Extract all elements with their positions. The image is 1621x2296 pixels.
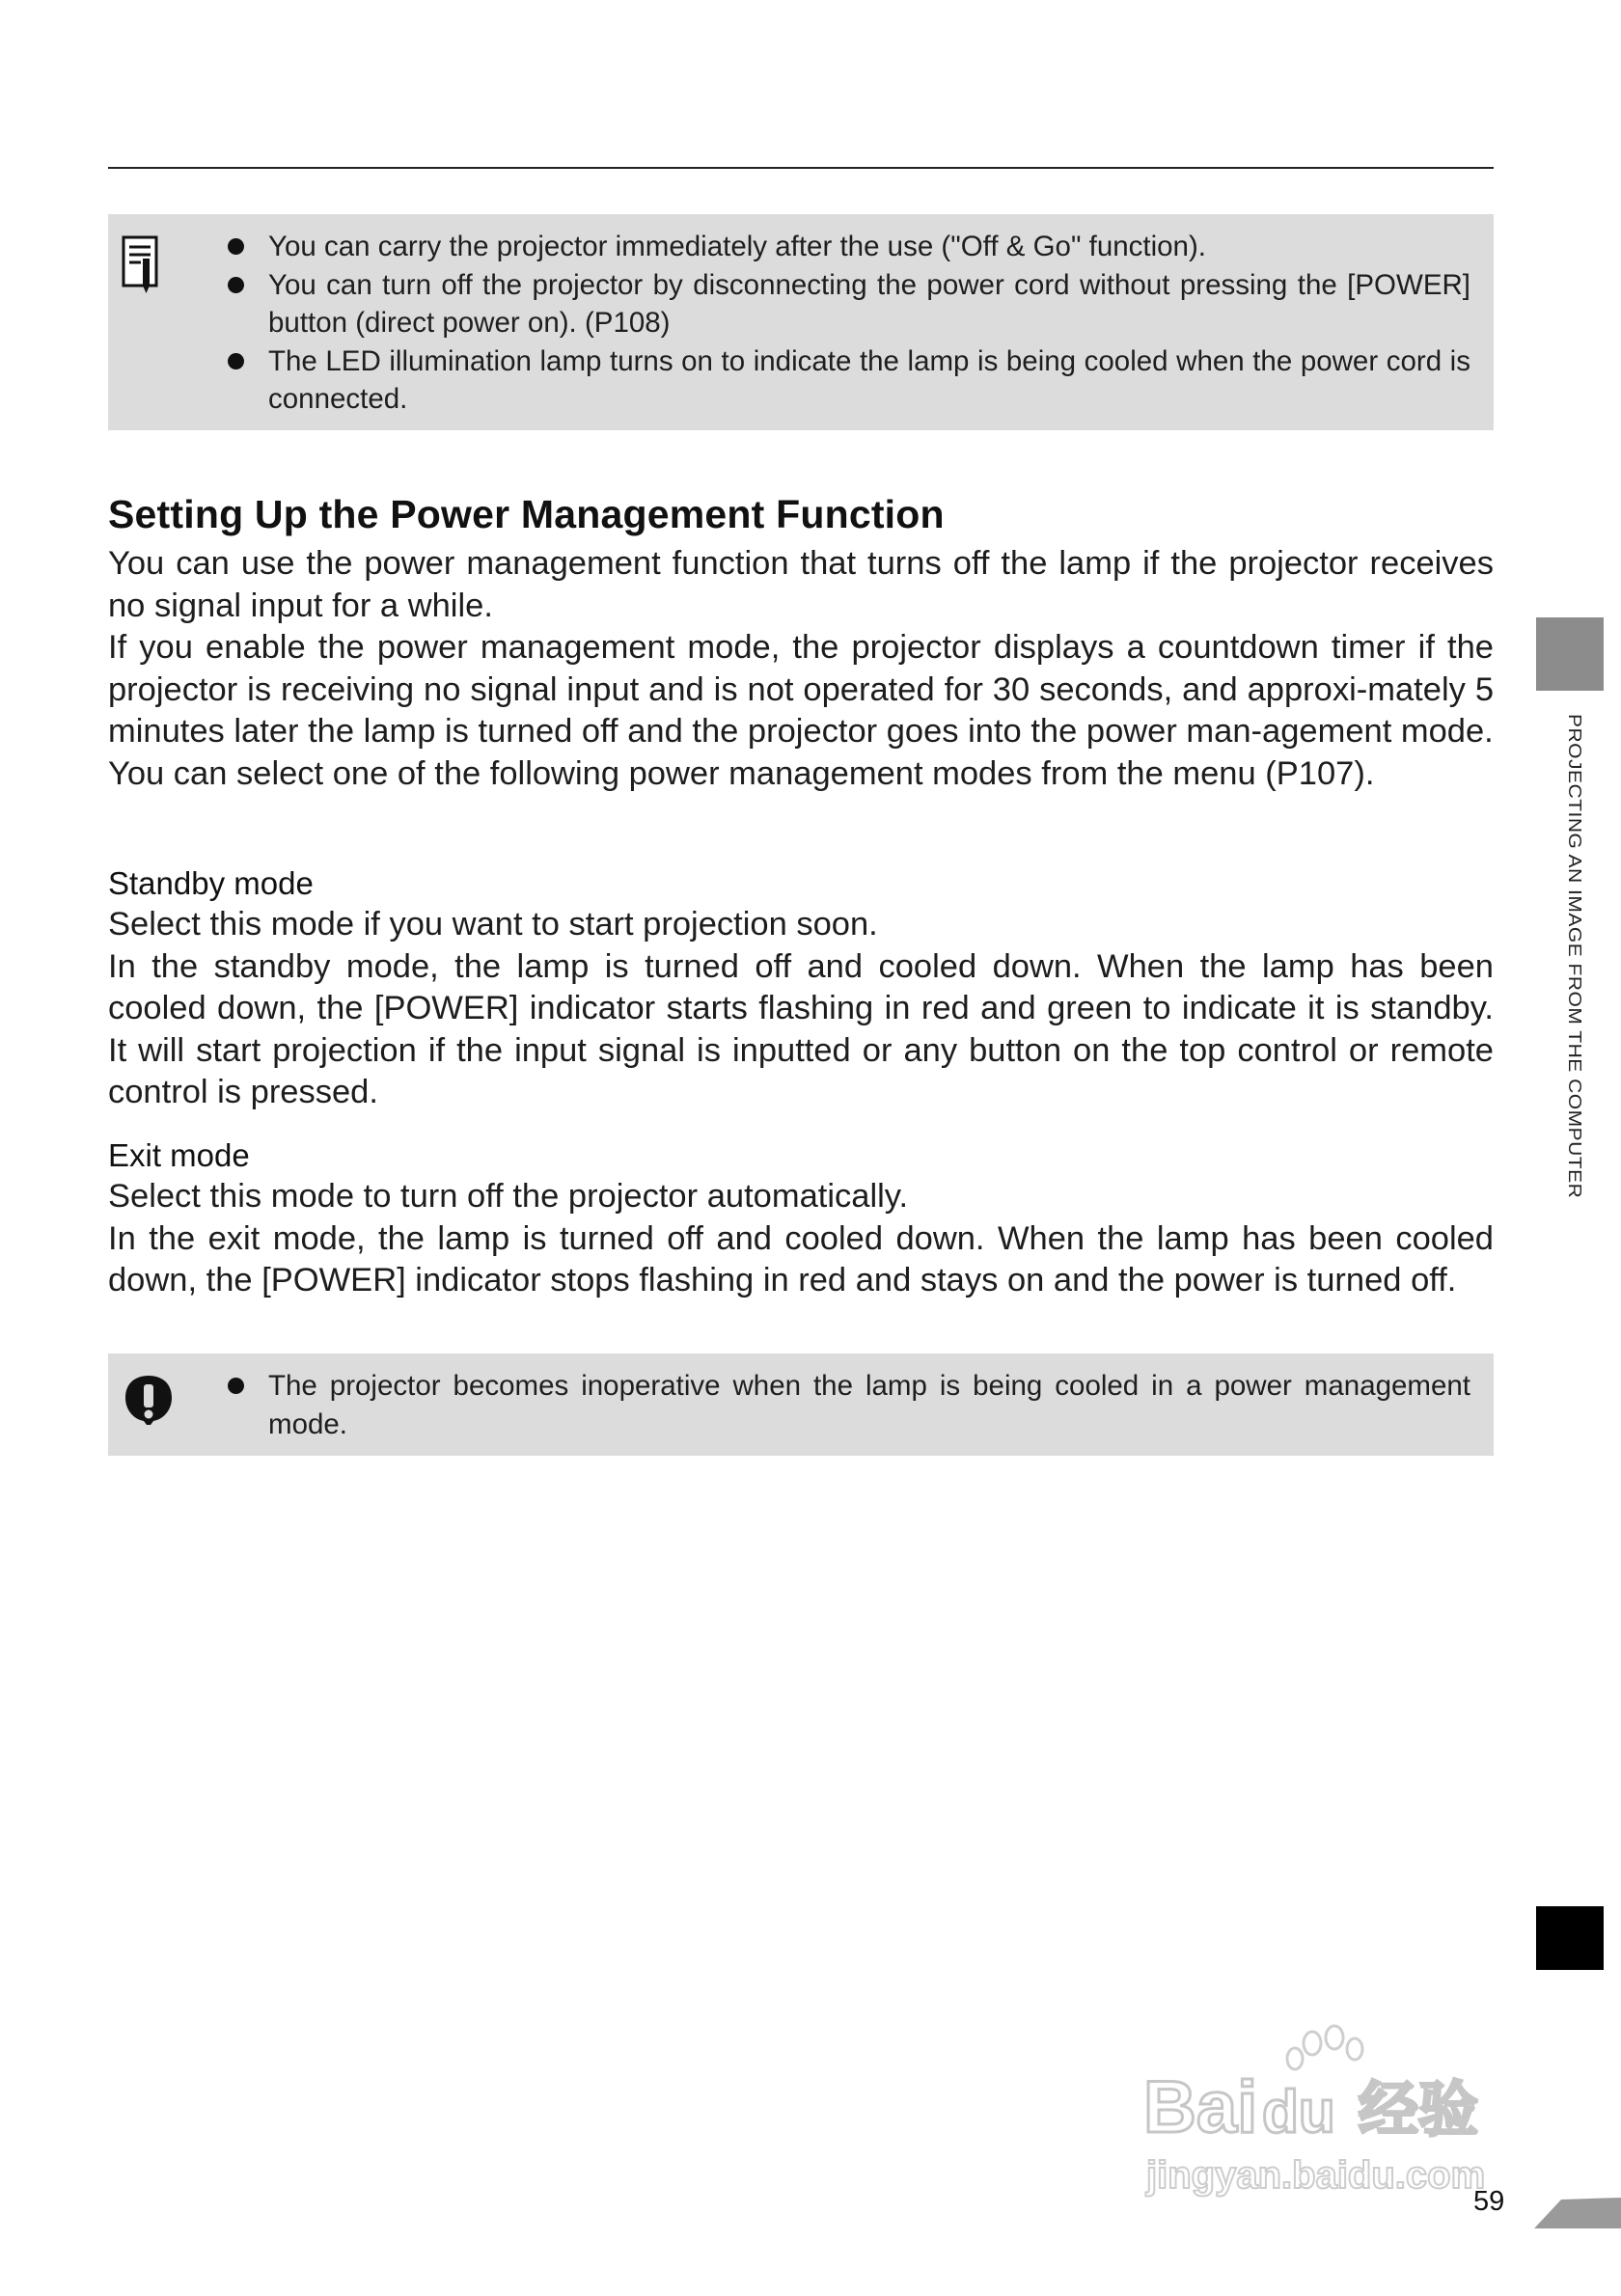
watermark-url: jingyan.baidu.com bbox=[1146, 2154, 1486, 2197]
section-tab-marker bbox=[1536, 1906, 1604, 1970]
standby-paragraph: Select this mode if you want to start projection soon. bbox=[108, 906, 878, 943]
exit-mode-title: Exit mode bbox=[108, 1137, 250, 1173]
header-rule bbox=[108, 167, 1494, 169]
chapter-tab-marker bbox=[1536, 617, 1604, 691]
standby-mode-section bbox=[108, 862, 1494, 1114]
exit-paragraph: In the exit mode, the lamp is turned off and cooled down. When the lamp has been cooled down, the [POWER] indicator stops flashing in red and stays on and the power is turned off. bbox=[108, 1219, 1494, 1298]
caution-icon bbox=[122, 1373, 176, 1432]
chapter-side-label: PROJECTING AN IMAGE FROM THE COMPUTER bbox=[1564, 714, 1585, 1199]
info-note-item: The LED illumination lamp turns on to indicate the lamp is being cooled when the power cord is connected. bbox=[228, 342, 1470, 419]
exit-mode-section bbox=[108, 1134, 1494, 1302]
watermark-brand: Bai bbox=[1143, 2066, 1258, 2148]
section-title: Setting Up the Power Management Function bbox=[108, 492, 945, 536]
caution-note-list bbox=[228, 1367, 1470, 1443]
info-note-item: You can carry the projector immediately after the use ("Off & Go" function). bbox=[228, 228, 1470, 266]
standby-mode-title: Standby mode bbox=[108, 865, 314, 901]
caution-note-item: The projector becomes inoperative when the lamp is being cooled in a power management mode. bbox=[228, 1367, 1470, 1443]
standby-paragraph: In the standby mode, the lamp is turned off and cooled down. When the lamp has been cooled down, the [POWER] indicator starts flashing in red and green to indicate it is standby. It will start projection if the input signal is inputted or any button on the top control or remote control is pressed. bbox=[108, 947, 1494, 1110]
caution-note-box bbox=[108, 1353, 1494, 1456]
page-corner-tab bbox=[1534, 2190, 1621, 2228]
exit-paragraph: Select this mode to turn off the projector automatically. bbox=[108, 1178, 909, 1215]
page-number: 59 bbox=[1473, 2186, 1505, 2217]
intro-paragraph: You can select one of the following power management modes from the menu (P107). bbox=[108, 754, 1375, 792]
info-note-item: You can turn off the projector by disconnecting the power cord without pressing the [POWER] button (direct power on). (P108) bbox=[228, 266, 1470, 342]
bullet-icon bbox=[228, 238, 244, 255]
bullet-icon bbox=[228, 277, 244, 293]
intro-text bbox=[108, 543, 1494, 795]
memo-icon bbox=[122, 235, 166, 300]
info-note-list bbox=[228, 228, 1470, 419]
intro-paragraph: If you enable the power management mode, the projector displays a countdown timer if the projector is receiving no signal input and is not operated for 30 seconds, and approxi-mately 5 minutes later the lamp is turned off and the projector goes into the power man-agement mode. bbox=[108, 629, 1494, 750]
intro-paragraph: You can use the power management function that turns off the lamp if the projector receives no signal input for a while. bbox=[108, 545, 1494, 624]
bullet-icon bbox=[228, 1378, 244, 1394]
watermark-site-name: 经验 bbox=[1359, 2074, 1479, 2145]
info-note-box bbox=[108, 214, 1494, 430]
baidu-watermark bbox=[1139, 2016, 1525, 2200]
bullet-icon bbox=[228, 353, 244, 369]
watermark-brand-suffix: du bbox=[1262, 2079, 1335, 2146]
